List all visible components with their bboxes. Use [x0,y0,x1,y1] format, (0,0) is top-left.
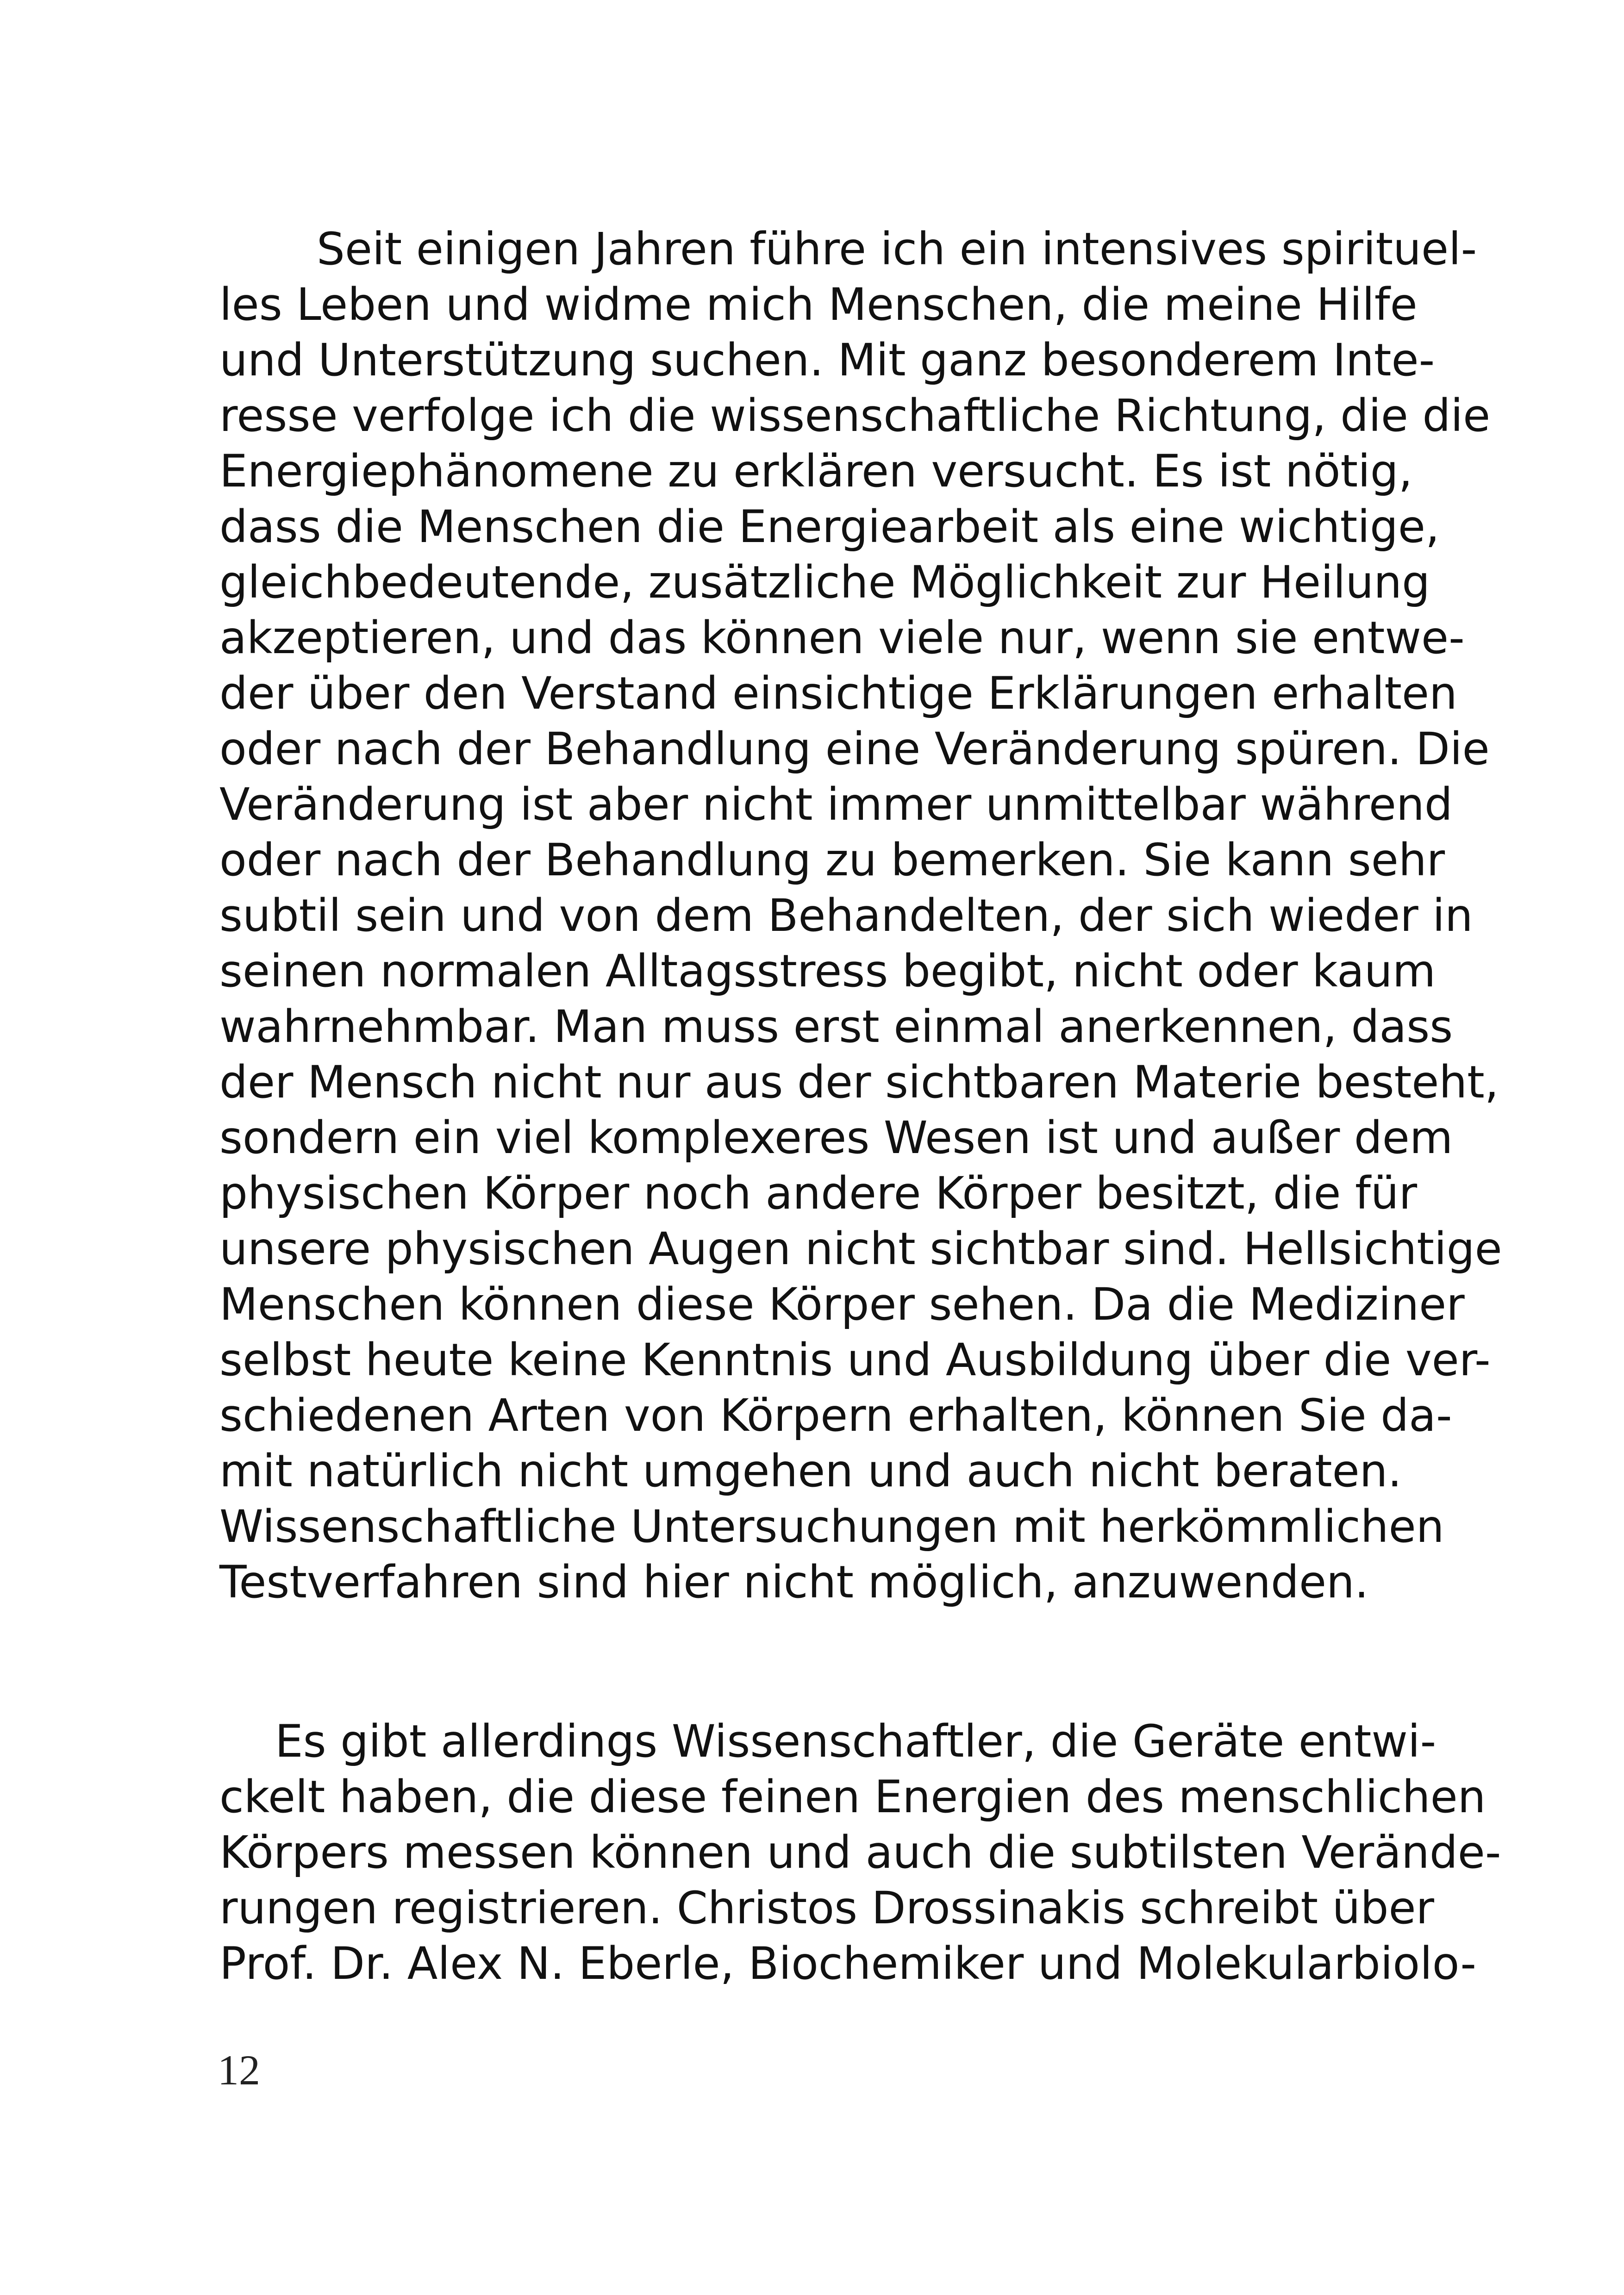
paragraph-line: selbst heute keine Kenntnis und Ausbildung über die ver- [219,1334,1491,1386]
paragraph-line: Prof. Dr. Alex N. Eberle, Biochemiker und Molekularbiolo- [219,1938,1476,1989]
paragraph-line: Körpers messen können und auch die subtilsten Verände- [219,1827,1501,1878]
paragraph-line: subtil sein und von dem Behandelten, der sich wieder in [219,890,1473,942]
paragraph-line: les Leben und widme mich Menschen, die meine Hilfe [219,279,1418,331]
paragraph-line: Energiephänomene zu erklären versucht. Es ist nötig, [219,445,1413,497]
paragraph-line: unsere physischen Augen nicht sichtbar sind. Hellsichtige [219,1223,1502,1275]
paragraph-line: und Unterstützung suchen. Mit ganz besonderem Inte- [219,334,1435,386]
paragraph-1 [219,221,1502,1610]
paragraph-line: rungen registrieren. Christos Drossinakis schreibt über [219,1882,1434,1934]
paragraph-line: wahrnehmbar. Man muss erst einmal anerkennen, dass [219,1001,1453,1053]
paragraph-line: akzeptieren, und das können viele nur, wenn sie entwe- [219,612,1465,664]
paragraph-line: seinen normalen Alltagsstress begibt, nicht oder kaum [219,945,1436,997]
paragraph-line: Menschen können diese Körper sehen. Da die Mediziner [219,1278,1465,1330]
paragraph-line: der über den Verstand einsichtige Erklärungen erhalten [219,667,1457,719]
paragraph-line: physischen Körper noch andere Körper besitzt, die für [219,1167,1418,1219]
paragraph-line: Seit einigen Jahren führe ich ein intensives spirituel- [317,223,1477,275]
paragraph-line: dass die Menschen die Energiearbeit als eine wichtige, [219,501,1440,553]
paragraph-line: gleichbedeutende, zusätzliche Möglichkeit zur Heilung [219,556,1430,608]
page-number: 12 [218,2046,260,2094]
paragraph-line: resse verfolge ich die wissenschaftliche Richtung, die die [219,390,1491,442]
paragraph-line: Wissenschaftliche Untersuchungen mit herkömmlichen [219,1501,1444,1553]
paragraph-line: Veränderung ist aber nicht immer unmittelbar während [219,779,1453,830]
paragraph-line: oder nach der Behandlung eine Veränderung spüren. Die [219,723,1490,775]
paragraph-line: der Mensch nicht nur aus der sichtbaren Materie besteht, [219,1056,1499,1108]
paragraph-line: oder nach der Behandlung zu bemerken. Sie kann sehr [219,834,1445,886]
paragraph-line: Es gibt allerdings Wissenschaftler, die Geräte entwi- [275,1715,1437,1767]
paragraph-line: Testverfahren sind hier nicht möglich, anzuwenden. [219,1556,1369,1608]
paragraph-line: schiedenen Arten von Körpern erhalten, können Sie da- [219,1390,1452,1441]
paragraph-line: ckelt haben, die diese feinen Energien des menschlichen [219,1771,1486,1823]
paragraph-line: sondern ein viel komplexeres Wesen ist und außer dem [219,1112,1453,1164]
paragraph-line: mit natürlich nicht umgehen und auch nicht beraten. [219,1445,1402,1497]
paragraph-2 [219,1714,1501,1991]
